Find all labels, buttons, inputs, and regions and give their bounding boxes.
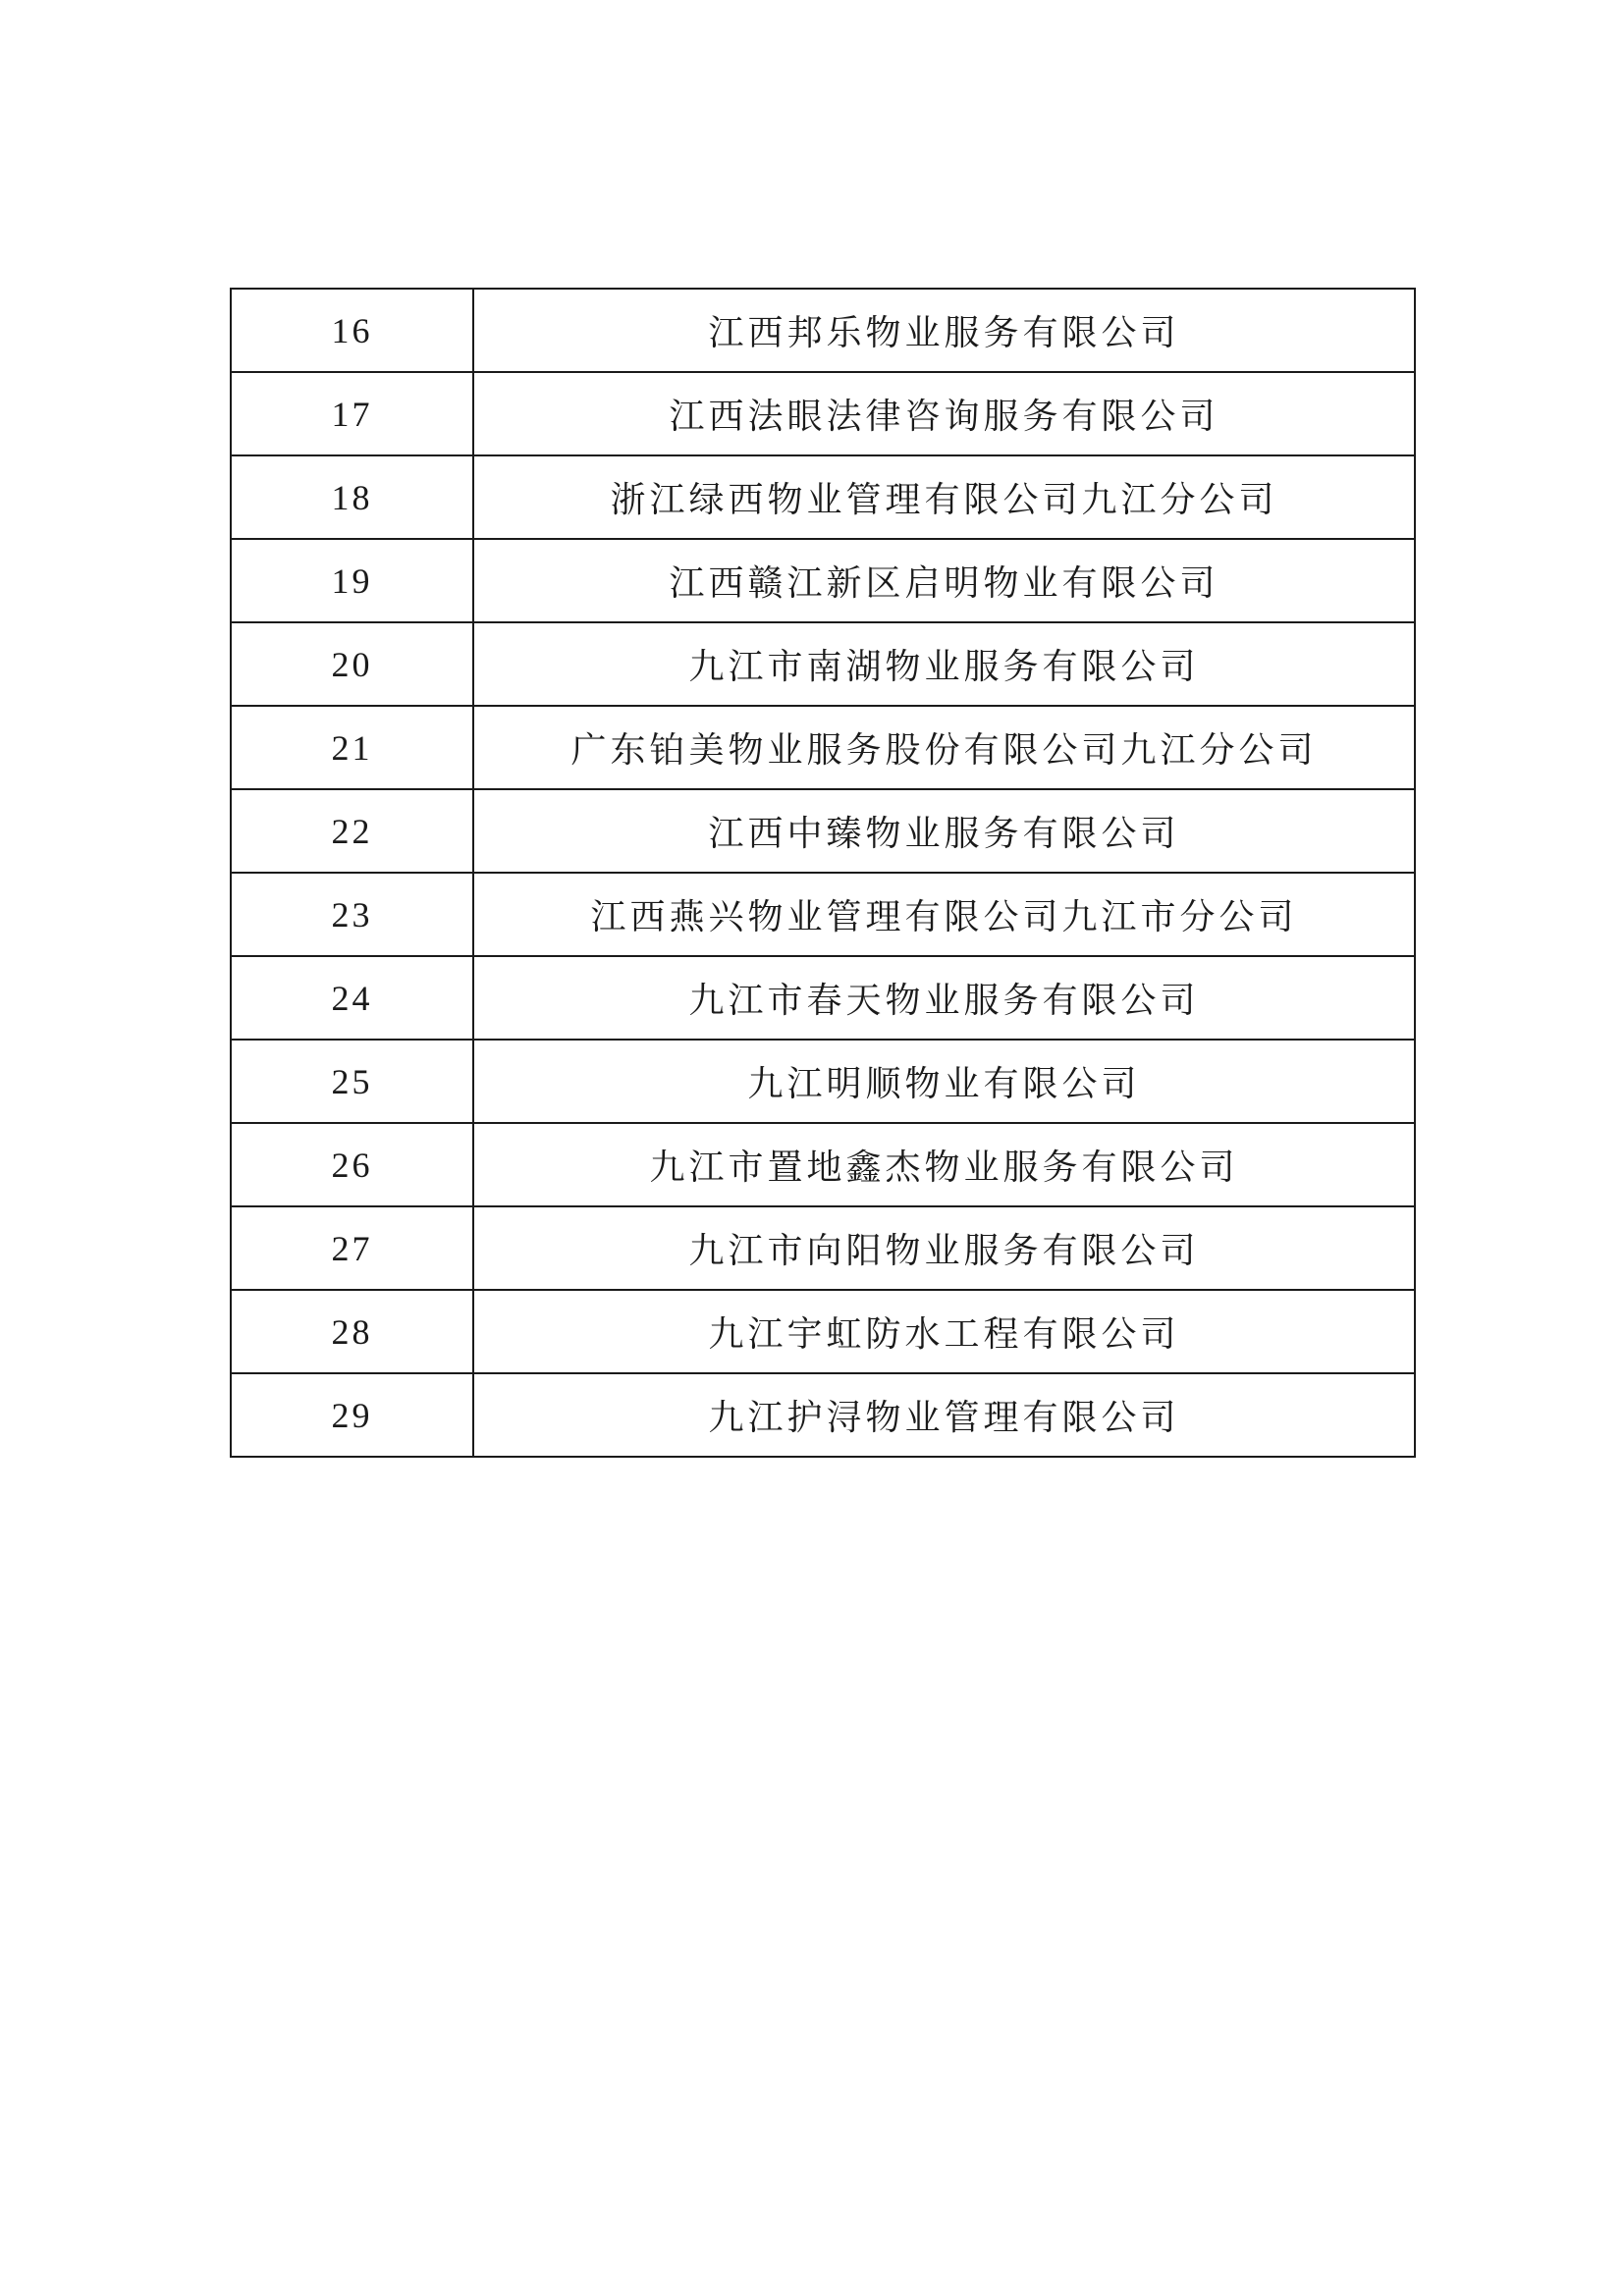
table-row (231, 1123, 1415, 1206)
table-body (231, 289, 1415, 1457)
company-name-cell: 九江市南湖物业服务有限公司 (473, 622, 1415, 706)
company-name-cell: 九江市春天物业服务有限公司 (473, 956, 1415, 1040)
company-name-cell: 江西赣江新区启明物业有限公司 (473, 539, 1415, 622)
table-row (231, 289, 1415, 372)
company-name-cell: 江西中臻物业服务有限公司 (473, 789, 1415, 873)
row-number-cell: 29 (231, 1373, 473, 1457)
row-number-cell: 22 (231, 789, 473, 873)
table-row (231, 1040, 1415, 1123)
company-name-cell: 九江明顺物业有限公司 (473, 1040, 1415, 1123)
table-row (231, 873, 1415, 956)
row-number-cell: 20 (231, 622, 473, 706)
company-name-cell: 江西法眼法律咨询服务有限公司 (473, 372, 1415, 455)
row-number-cell: 24 (231, 956, 473, 1040)
table-row (231, 1373, 1415, 1457)
row-number-cell: 23 (231, 873, 473, 956)
company-name-cell: 江西燕兴物业管理有限公司九江市分公司 (473, 873, 1415, 956)
row-number-cell: 18 (231, 455, 473, 539)
row-number-cell: 26 (231, 1123, 473, 1206)
company-name-cell: 九江护浔物业管理有限公司 (473, 1373, 1415, 1457)
table-row (231, 622, 1415, 706)
row-number-cell: 16 (231, 289, 473, 372)
row-number-cell: 28 (231, 1290, 473, 1373)
row-number-cell: 25 (231, 1040, 473, 1123)
table-row (231, 1290, 1415, 1373)
table-row (231, 706, 1415, 789)
company-name-cell: 江西邦乐物业服务有限公司 (473, 289, 1415, 372)
table-row (231, 372, 1415, 455)
company-list-table (230, 288, 1416, 1458)
table-row (231, 1206, 1415, 1290)
company-name-cell: 广东铂美物业服务股份有限公司九江分公司 (473, 706, 1415, 789)
table-row (231, 789, 1415, 873)
company-name-cell: 九江市置地鑫杰物业服务有限公司 (473, 1123, 1415, 1206)
table-row (231, 455, 1415, 539)
company-name-cell: 浙江绿西物业管理有限公司九江分公司 (473, 455, 1415, 539)
company-name-cell: 九江市向阳物业服务有限公司 (473, 1206, 1415, 1290)
row-number-cell: 17 (231, 372, 473, 455)
row-number-cell: 27 (231, 1206, 473, 1290)
company-name-cell: 九江宇虹防水工程有限公司 (473, 1290, 1415, 1373)
row-number-cell: 21 (231, 706, 473, 789)
row-number-cell: 19 (231, 539, 473, 622)
table-row (231, 956, 1415, 1040)
table-row (231, 539, 1415, 622)
